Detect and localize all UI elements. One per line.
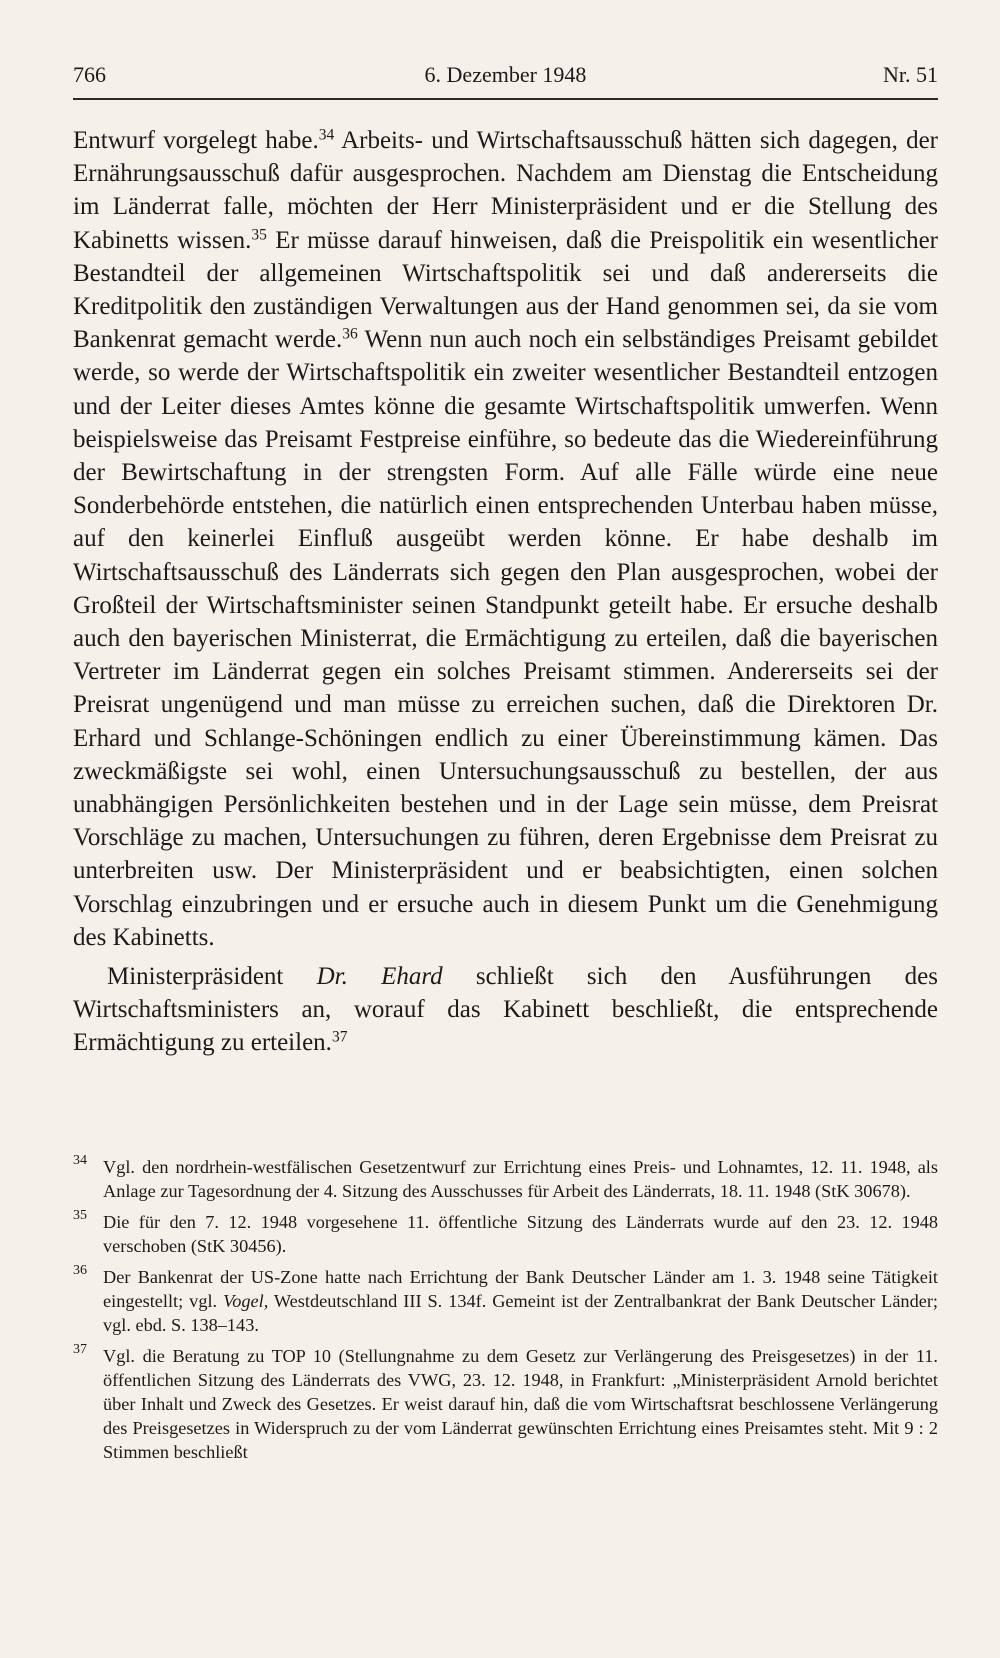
- footnote-37: [73, 1344, 938, 1464]
- text-run: Arbeits- und Wirtschaftsausschuß hätten sich dagegen, der Ernährungsausschuß dafür ausgesprochen. Nachdem am Dienstag die Entscheidung im Länderrat falle, möchten der Herr Ministerpräsident und er die Stellung des Kabinetts wissen.: [73, 127, 938, 254]
- footnotes: [73, 1155, 938, 1471]
- footnote-text: Vgl. die Beratung zu TOP 10 (Stellungnahme zu dem Gesetz zur Verlängerung des Preisgesetzes) in der 11. öffentlichen Sitzung des Länderrats des VWG, 23. 12. 1948, in Frankfurt: „Ministerpräsident Arnold berichtet über Inhalt und Zweck des Gesetzes. Er weist darauf hin, daß die vom Wirtschaftsrat beschlossene Verlängerung des Preisgesetzes in Widerspruch zu der vom Länderrat gewünschten Errichtung eines Preisamtes steht. Mit 9 : 2 Stimmen beschließt: [103, 1346, 938, 1462]
- footnote-34: [73, 1155, 938, 1203]
- paragraph-1: [73, 124, 938, 954]
- person-name: Dr. Ehard: [316, 963, 443, 991]
- paragraph-2: [73, 960, 938, 1060]
- text-run: schließt sich den Ausführungen des Wirtschaftsministers an, worauf das Kabinett beschließt, die entsprechende Ermächtigung zu erteilen.: [73, 963, 938, 1057]
- footnote-ref-36: 36: [342, 325, 358, 343]
- footnote-text: Die für den 7. 12. 1948 vorgesehene 11. öffentliche Sitzung des Länderrats wurde auf den 23. 12. 1948 verschoben (StK 30456).: [103, 1212, 938, 1256]
- footnote-35: [73, 1210, 938, 1258]
- main-text: [73, 124, 938, 1060]
- footnote-ref-34: 34: [318, 126, 335, 144]
- footnote-text: Vgl. den nordrhein-westfälischen Gesetzentwurf zur Errichtung eines Preis- und Lohnamtes, 12. 11. 1948, als Anlage zur Tagesordnung der 4. Sitzung des Ausschusses für Arbeit des Länderrats, 18. 11. 1948 (StK 30678).: [103, 1157, 938, 1201]
- footnote-ref-35: 35: [251, 226, 267, 244]
- footnote-number: 37: [73, 1342, 87, 1357]
- text-run: Ministerpräsident: [107, 963, 317, 991]
- footnote-36: [73, 1265, 938, 1337]
- running-header: [73, 58, 938, 100]
- footnote-text: Der Bankenrat der US-Zone hatte nach Errichtung der Bank Deutscher Länder am 1. 3. 1948 seine Tätigkeit eingestellt; vgl.: [103, 1267, 938, 1311]
- footnote-number: 34: [73, 1153, 87, 1168]
- header-document-number: Nr. 51: [883, 62, 938, 87]
- page-number: 766: [73, 62, 106, 87]
- footnote-ref-37: 37: [331, 1028, 348, 1046]
- footnote-number: 36: [73, 1263, 87, 1278]
- footnote-number: 35: [73, 1208, 87, 1223]
- author-name: Vogel,: [223, 1291, 269, 1311]
- text-run: Entwurf vorgelegt habe.: [73, 127, 319, 154]
- text-run: Wenn nun auch noch ein selbständiges Preisamt gebildet werde, so werde der Wirtschaftspolitik ein zweiter wesentlicher Bestandteil entzogen und der Leiter dieses Amtes könne die gesamte Wirtschaftspolitik umwerfen. Wenn beispielsweise das Preisamt Festpreise einführe, so bedeute das die Wiedereinführung der Bewirtschaftung in der strengsten Form. Auf alle Fälle würde eine neue Sonderbehörde entstehen, die natürlich einen entsprechenden Unterbau haben müsse, auf den keinerlei Einfluß ausgeübt werden könne. Er habe deshalb im Wirtschaftsausschuß des Länderrats sich gegen den Plan ausgesprochen, wobei der Großteil der Wirtschaftsminister seinen Standpunkt geteilt habe. Er ersuche deshalb auch den bayerischen Ministerrat, die Ermächtigung zu erteilen, daß die bayerischen Vertreter im Länderrat gegen ein solches Preisamt stimmen. Andererseits sei der Preisrat ungenügend und man müsse zu erreichen suchen, daß die Direktoren Dr. Erhard und Schlange-Schöningen endlich zu einer Übereinstimmung kämen. Das zweckmäßigste sei wohl, einen Untersuchungsausschuß zu bestellen, der aus unabhängigen Persönlichkeiten bestehen und in der Lage sein müsse, dem Preisrat Vorschläge zu machen, Untersuchungen zu führen, deren Ergebnisse dem Preisrat zu unterbreiten usw. Der Ministerpräsident und er beabsichtigten, einen solchen Vorschlag einzubringen und er ersuche auch in diesem Punkt um die Genehmigung des Kabinetts.: [73, 326, 938, 951]
- header-date: 6. Dezember 1948: [424, 62, 587, 87]
- footnote-text: Westdeutschland III S. 134f. Gemeint ist der Zentralbankrat der Bank Deutscher Länder; vgl. ebd. S. 138–143.: [103, 1291, 938, 1335]
- text-run: Er müsse darauf hinweisen, daß die Preispolitik ein wesentlicher Bestandteil der allgemeinen Wirtschaftspolitik sei und daß andererseits die Kreditpolitik den zuständigen Verwaltungen aus der Hand genommen sei, da sie vom Bankenrat gemacht werde.: [73, 226, 938, 354]
